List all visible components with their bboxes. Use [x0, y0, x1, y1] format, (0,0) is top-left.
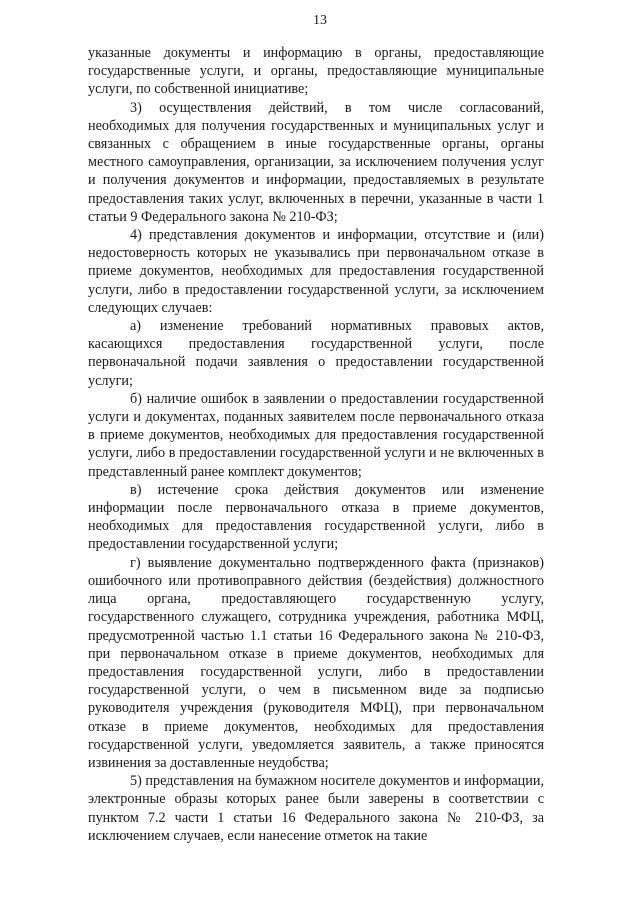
document-body — [88, 44, 544, 845]
page-number: 13 — [313, 13, 327, 28]
paragraph-subitem-g: г) выявление документально подтвержденного факта (признаков) ошибочного или противоправного действия (бездействия) должностного лица органа, предоставляющего государственную услугу, государственного служащего, сотрудника учреждения, работника МФЦ, предусмотренной частью 1.1 статьи 16 Федерального закона № 210-ФЗ, при первоначальном отказе в приеме документов, необходимых для предоставления государственной услуги, либо в предоставлении государственной услуги, о чем в письменном виде за подписью руководителя учреждения (руководителя МФЦ), при первоначальном отказе в приеме документов, необходимых для предоставления государственной услуги, уведомляется заявитель, а также приносятся извинения за доставленные неудобства; — [88, 554, 544, 771]
paragraph-item-4: 4) представления документов и информации, отсутствие и (или) недостоверность которых не указывались при первоначальном отказе в приеме документов, необходимых для предоставления государственной услуги, либо в предоставлении государственной услуги, за исключением следующих случаев: — [88, 227, 544, 316]
paragraph-subitem-v: в) истечение срока действия документов или изменение информации после первоначального отказа в приеме документов, необходимых для предоставления государственной услуги, либо в предоставлении государственной услуги; — [88, 481, 544, 553]
paragraph-continuation: указанные документы и информацию в органы, предоставляющие государственные услуги, и органы, предоставляющие муниципальные услуги, по собственной инициативе; — [88, 45, 544, 98]
paragraph-subitem-b: б) наличие ошибок в заявлении о предоставлении государственной услуги и документах, поданных заявителем после первоначального отказа в приеме документов, необходимых для предоставления государственной услуги, либо в предоставлении государственной услуги и не включенных в представленный ранее комплект документов; — [88, 390, 544, 480]
paragraph-item-5: 5) представления на бумажном носителе документов и информации, электронные образы которых ранее были заверены в соответствии с пунктом 7.2 части 1 статьи 16 Федерального закона № 210-ФЗ, за исключением случаев, если нанесение отметок на такие — [88, 773, 544, 844]
paragraph-item-3: 3) осуществления действий, в том числе согласований, необходимых для получения государственных и муниципальных услуг и связанных с обращением в иные государственные органы, органы местного самоуправления, организации, за исключением получения услуг и получения документов и информации, предоставляемых в результате предоставления таких услуг, включенных в перечни, указанные в части 1 статьи 9 Федерального закона № 210-ФЗ; — [88, 99, 544, 225]
paragraph-subitem-a: а) изменение требований нормативных правовых актов, касающихся предоставления государственной услуги, после первоначальной подачи заявления о предоставлении государственной услуги; — [88, 318, 544, 389]
